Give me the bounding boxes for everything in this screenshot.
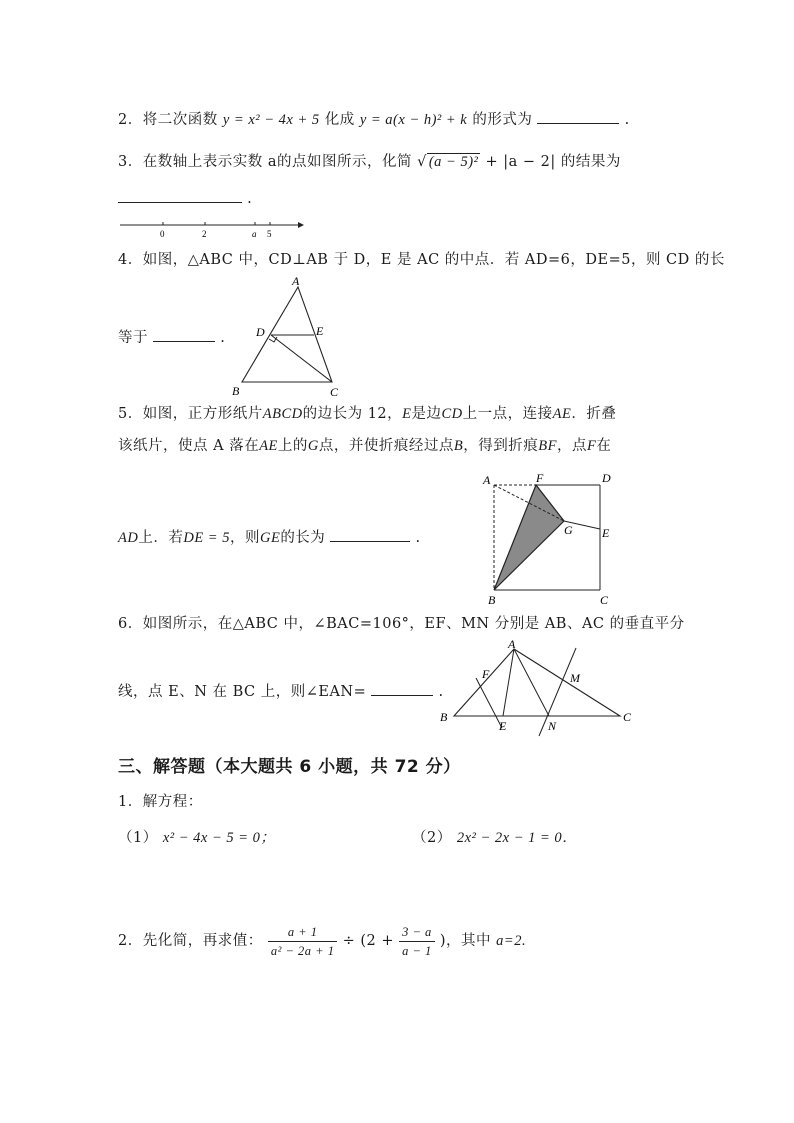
q3-end: . xyxy=(247,191,253,207)
q2-text-c: 的形式为 xyxy=(472,112,533,128)
tick-label-0: 0 xyxy=(160,229,165,239)
q6-text-b: 线，点 E、N 在 BC 上，则∠EAN= xyxy=(118,684,367,700)
label-c: C xyxy=(623,710,632,724)
label-g: G xyxy=(564,523,573,537)
p2-close-text: )，其中 xyxy=(439,933,492,949)
question-6-answer xyxy=(118,680,444,701)
label-b: B xyxy=(232,384,240,398)
q5-text-3f: 的长为 xyxy=(280,530,326,546)
label-a: A xyxy=(508,637,516,651)
label-b: B xyxy=(440,710,448,724)
problem-2 xyxy=(118,918,526,964)
q6-text: 6．如图所示，在△ABC 中，∠BAC=106°，EF、MN 分别是 AB、AC 的垂直平分 xyxy=(118,616,685,632)
p2-condition: a=2. xyxy=(496,933,527,949)
triangle-figure-q6 xyxy=(436,636,642,740)
triangle-figure-q4 xyxy=(228,274,350,400)
q6-end: . xyxy=(438,684,444,700)
q2-expression-2: y = a(x − h)² + k xyxy=(359,112,468,128)
label-c: C xyxy=(600,593,609,607)
problem-1-sub-1 xyxy=(118,826,275,847)
q5-de-value: DE = 5 xyxy=(183,530,230,546)
question-3 xyxy=(118,150,621,171)
q3-text-b: 的结果为 xyxy=(560,154,621,170)
q6-answer-blank[interactable] xyxy=(371,681,433,696)
tick-label-a: a xyxy=(252,229,257,239)
segment-an xyxy=(514,649,549,716)
q5-text-1: 5．如图，正方形纸片 xyxy=(118,406,263,422)
q5-text-1b: 的边长为 12， xyxy=(302,406,403,422)
label-e: E xyxy=(316,324,324,338)
q5-answer-blank[interactable] xyxy=(330,527,410,542)
number-line-arrow xyxy=(298,222,304,228)
question-2 xyxy=(118,108,630,129)
sqrt-sign: √ xyxy=(417,154,427,170)
q5-ae-2: AE xyxy=(259,438,278,454)
q5-ad: AD xyxy=(118,530,139,546)
q5-text-2f: 在 xyxy=(596,438,612,454)
tick-label-2: 2 xyxy=(202,229,207,239)
q2-expression-1: y = x² − 4x + 5 xyxy=(222,112,320,128)
p2-fraction-1-denominator: a² − 2a + 1 xyxy=(270,943,335,958)
q4-end: . xyxy=(220,330,226,346)
section-3-title: 三、解答题（本大题共 6 小题，共 72 分） xyxy=(118,757,461,777)
q5-e: E xyxy=(402,406,412,422)
label-e: E xyxy=(602,526,610,540)
tick-label-5: 5 xyxy=(267,229,272,239)
q5-text-3b: 上．若 xyxy=(138,530,184,546)
segment-dc xyxy=(271,335,332,382)
question-5-line-2 xyxy=(118,434,611,455)
p1-sub1-expression: x² − 4x − 5 = 0； xyxy=(162,830,276,846)
label-n: N xyxy=(548,719,557,733)
q5-text-2a: 该纸片，使点 A 落在 xyxy=(118,438,260,454)
p2-fraction-2-denominator: a − 1 xyxy=(402,943,432,958)
label-m: M xyxy=(570,671,580,685)
q2-text-b: 化成 xyxy=(324,112,355,128)
question-6 xyxy=(118,612,685,633)
label-f: F xyxy=(482,667,490,681)
label-c: C xyxy=(330,385,339,399)
label-d: D xyxy=(256,325,265,339)
q5-text-2c: 点，并使折痕经过点 xyxy=(318,438,454,454)
right-angle-mark xyxy=(269,337,277,342)
problem-1-title xyxy=(118,790,203,811)
question-5-line-3 xyxy=(118,526,421,547)
p2-operator: ÷ (2 + xyxy=(342,933,394,949)
q5-text-2b: 上的 xyxy=(277,438,308,454)
q5-ge: GE xyxy=(259,530,281,546)
q5-ae: AE xyxy=(552,406,572,422)
p1-sub2-label: （2） xyxy=(412,830,452,846)
q4-text: 4．如图，△ABC 中，CD⊥AB 于 D，E 是 AC 的中点．若 AD=6，DE=5，则 CD 的长 xyxy=(118,252,725,268)
shaded-triangle-bfg xyxy=(494,485,564,590)
perpendicular-bisector-mn xyxy=(539,648,576,736)
p1-title-text: 1．解方程： xyxy=(118,794,203,810)
question-3-answer xyxy=(118,188,252,207)
q4-answer-blank[interactable] xyxy=(153,327,215,342)
label-a: A xyxy=(292,274,300,288)
q3-answer-blank[interactable] xyxy=(118,188,242,203)
q2-text: 2．将二次函数 xyxy=(118,112,218,128)
p2-fraction-1-numerator: a + 1 xyxy=(268,923,338,942)
q5-text-3d: ，则 xyxy=(229,530,260,546)
question-5-line-1 xyxy=(118,402,616,423)
q5-g: G xyxy=(307,438,319,454)
q3-text: 3．在数轴上表示实数 a的点如图所示，化简 xyxy=(118,154,412,170)
p1-sub1-label: （1） xyxy=(118,830,158,846)
problem-1-sub-2 xyxy=(412,826,577,847)
q5-f: F xyxy=(586,438,597,454)
label-a: A xyxy=(483,473,491,487)
p2-text: 2．先化简，再求值： xyxy=(118,933,263,949)
q5-abcd: ABCD xyxy=(262,406,303,422)
q5-text-1e: ．折叠 xyxy=(571,406,617,422)
p2-fraction-1 xyxy=(268,923,338,960)
q4-text-b: 等于 xyxy=(118,330,148,346)
q2-end: . xyxy=(624,112,630,128)
q3-sqrt-expression: (a − 5)² xyxy=(428,154,479,170)
q5-text-1c: 是边 xyxy=(411,406,442,422)
p1-sub2-expression: 2x² − 2x − 1 = 0． xyxy=(456,830,578,846)
label-f: F xyxy=(536,471,544,485)
label-d: D xyxy=(602,471,611,485)
q5-text-2e: ，点 xyxy=(556,438,587,454)
q5-cd: CD xyxy=(441,406,463,422)
q5-bf: BF xyxy=(538,438,557,454)
question-4 xyxy=(118,248,725,269)
q5-text-1d: 上一点，连接 xyxy=(462,406,553,422)
q5-end: . xyxy=(415,530,421,546)
q5-b: B xyxy=(453,438,464,454)
q5-text-2d: ，得到折痕 xyxy=(463,438,539,454)
label-e: E xyxy=(499,719,507,733)
question-4-answer xyxy=(118,326,225,347)
label-b: B xyxy=(488,593,496,607)
p2-fraction-2 xyxy=(399,923,435,960)
p2-fraction-2-numerator: 3 − a xyxy=(399,923,435,942)
number-line-figure xyxy=(118,214,308,240)
q3-abs-expression: + |a − 2| xyxy=(485,154,556,170)
q2-answer-blank[interactable] xyxy=(537,109,619,124)
square-fold-figure-q5 xyxy=(478,468,618,610)
